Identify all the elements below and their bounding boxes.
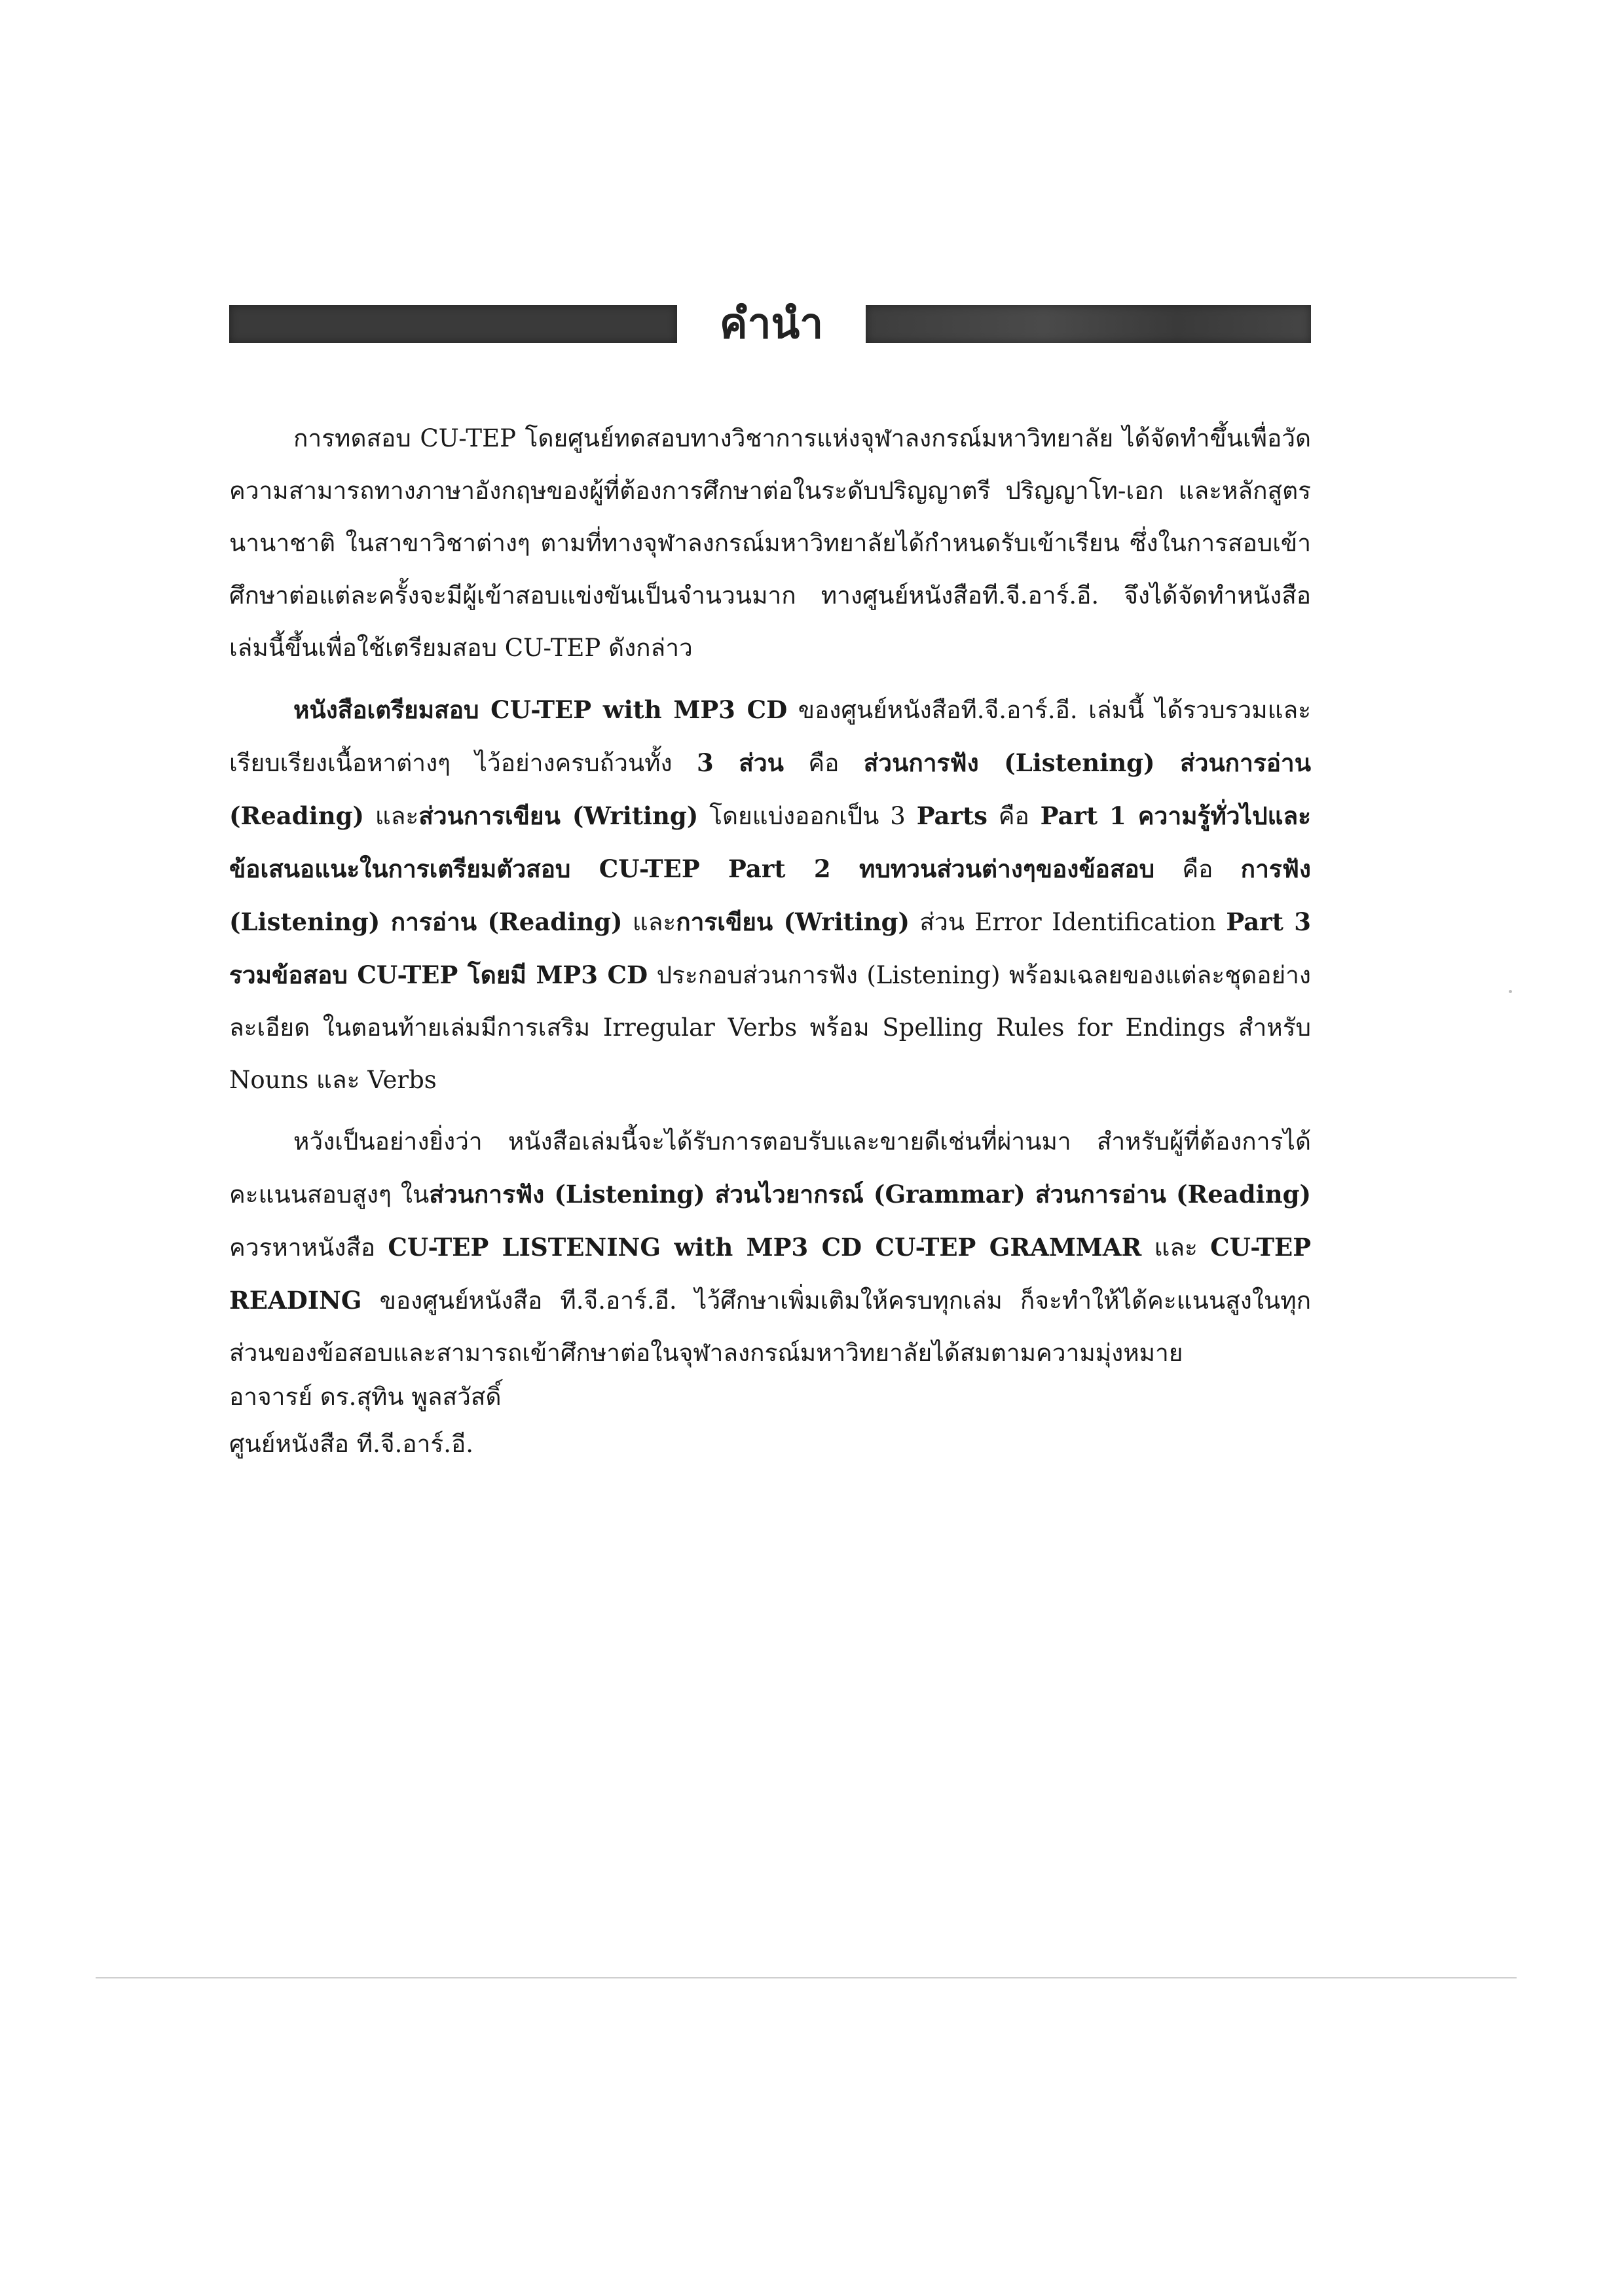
decorative-bar-right	[866, 305, 1311, 343]
text-run: ของศูนย์หนังสือ ที.จี.อาร์.อี. ไว้ศึกษาเพิ่มเติมให้ครบทุกเล่ม ก็จะทำให้ได้คะแนนสูงในทุกส่วนของข้อสอบและสามารถเข้าศึกษาต่อในจุฬาลงกรณ์มหาวิทยาลัยได้สมตามความมุ่งหมาย	[229, 1286, 1311, 1367]
text-run: คือ	[783, 749, 864, 777]
bold-text-run: CU-TEP READING	[229, 1233, 1312, 1315]
bold-text-run: Parts	[916, 801, 987, 830]
text-run: และ	[622, 908, 676, 936]
bold-text-run: Part 3 รวมข้อสอบ CU-TEP โดยมี MP3 CD	[229, 907, 1311, 989]
paragraph-1: การทดสอบ CU-TEP โดยศูนย์ทดสอบทางวิชาการแห่งจุฬาลงกรณ์มหาวิทยาลัย ได้จัดทำขึ้นเพื่อวัดความสามารถทางภาษาอังกฤษของผู้ที่ต้องการศึกษาต่อในระดับปริญญาตรี ปริญญาโท-เอก และหลักสูตรนานาชาติ ในสาขาวิชาต่างๆ ตามที่ทางจุฬาลงกรณ์มหาวิทยาลัยได้กำหนดรับเข้าเรียน ซึ่งในการสอบเข้าศึกษาต่อแต่ละครั้งจะมีผู้เข้าสอบแข่งขันเป็นจำนวนมาก ทางศูนย์หนังสือที.จี.อาร์.อี. จึงได้จัดทำหนังสือเล่มนี้ขึ้นเพื่อใช้เตรียมสอบ CU-TEP ดังกล่าว	[229, 424, 1311, 662]
text-run: ของศูนย์หนังสือที.จี.อาร์.อี. เล่มนี้ ได้รวบรวมและเรียบเรียงเนื้อหาต่างๆ ไว้อย่างครบถ้วนทั้ง	[229, 696, 1311, 777]
bold-text-run: การเขียน (Writing)	[676, 907, 910, 936]
paragraph-2	[229, 683, 1311, 1106]
bold-text-run: ส่วนการฟัง (Listening) ส่วนการอ่าน (Reading)	[229, 748, 1311, 830]
footer-rule	[96, 1977, 1517, 1978]
page-title: คำนำ	[719, 299, 824, 348]
scan-speck	[1509, 990, 1512, 993]
paragraph-3	[229, 1116, 1311, 1379]
bold-text-run: 3 ส่วน	[697, 748, 784, 777]
text-run: หวังเป็นอย่างยิ่งว่า หนังสือเล่มนี้จะได้รับการตอบรับและขายดีเช่นที่ผ่านมา สำหรับผู้ที่ต้องการได้คะแนนสอบสูงๆ ใน	[229, 1127, 1311, 1209]
bold-text-run: Part 1 ความรู้ทั่วไปและข้อเสนอแนะในการเตรียมตัวสอบ CU-TEP Part 2 ทบทวนส่วนต่างๆของข้อสอบ	[229, 801, 1312, 883]
text-run: โดยแบ่งออกเป็น 3	[698, 802, 917, 830]
text-run: คือ	[987, 802, 1041, 830]
signature-block	[229, 1374, 502, 1468]
text-run: ควรหาหนังสือ	[229, 1233, 388, 1262]
author-organization: ศูนย์หนังสือ ที.จี.อาร์.อี.	[229, 1430, 473, 1458]
bold-text-run: การฟัง (Listening) การอ่าน (Reading)	[229, 854, 1311, 936]
bold-text-run: ส่วนการเขียน (Writing)	[418, 801, 699, 830]
decorative-bar-left	[229, 305, 677, 343]
bold-text-run: หนังสือเตรียมสอบ CU-TEP with MP3 CD	[293, 695, 788, 724]
author-name: อาจารย์ ดร.สุทิน พูลสวัสดิ์	[229, 1383, 502, 1411]
text-run: ประกอบส่วนการฟัง (Listening) พร้อมเฉลยของแต่ละชุดอย่างละเอียด ในตอนท้ายเล่มมีการเสริม Irregular Verbs พร้อม Spelling Rules for Endings สำหรับ Nouns และ Verbs	[229, 961, 1311, 1094]
text-run: และ	[363, 802, 419, 830]
bold-text-run: CU-TEP LISTENING with MP3 CD CU-TEP GRAMMAR	[388, 1233, 1142, 1262]
text-run: และ	[1141, 1233, 1211, 1262]
bold-text-run: ส่วนการฟัง (Listening) ส่วนไวยากรณ์ (Grammar) ส่วนการอ่าน (Reading)	[429, 1180, 1311, 1209]
text-run: ส่วน Error Identification	[910, 908, 1227, 936]
text-run: คือ	[1154, 855, 1241, 883]
title-header	[229, 293, 1311, 355]
preface-body	[229, 412, 1311, 1389]
